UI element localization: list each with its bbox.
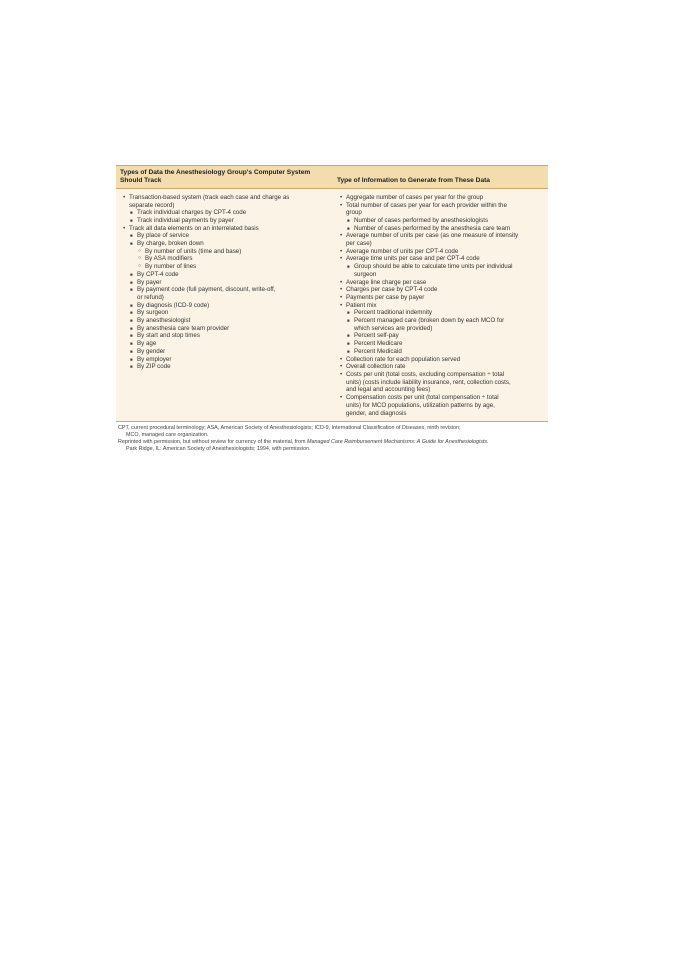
left-list-item	[120, 232, 333, 240]
left-list-item	[120, 332, 333, 340]
left-item-text: By surgeon	[137, 309, 169, 317]
right-item-text: units) (costs include liability insurance, rent, collection costs,	[345, 378, 511, 386]
left-item-text: Track individual payments by payer	[137, 216, 234, 224]
bullet-icon: •	[339, 193, 343, 201]
right-item-text: Average number of units per CPT-4 code	[345, 247, 459, 255]
table-footnotes	[116, 425, 548, 453]
right-list-item	[337, 363, 544, 371]
header-right: Type of Information to Generate from These Data	[336, 177, 490, 185]
left-item-text: By start and stop times	[137, 332, 200, 340]
square-bullet-icon: ■	[130, 241, 133, 247]
right-item-text: Percent Medicare	[353, 340, 403, 348]
square-bullet-icon: ■	[130, 279, 133, 285]
left-item-text: By number of units (time and base)	[145, 247, 242, 255]
square-bullet-icon: ■	[346, 217, 350, 223]
left-item-text: By ASA modifiers	[145, 255, 193, 263]
right-list-item	[337, 255, 544, 263]
square-bullet-icon: ■	[130, 348, 133, 354]
bullet-icon: •	[339, 301, 343, 309]
left-list-item	[120, 363, 333, 371]
square-bullet-icon: ■	[130, 310, 133, 316]
left-list	[120, 194, 333, 371]
square-bullet-icon: ■	[346, 348, 350, 354]
right-list-item	[337, 348, 544, 356]
left-item-text: By CPT-4 code	[137, 270, 179, 278]
left-item-text: By age	[137, 340, 157, 348]
right-item-text: Compensation costs per unit (total compensation ÷ total	[345, 394, 499, 402]
right-item-text: and legal and accounting fees)	[345, 386, 431, 394]
right-item-text: which services are provided)	[353, 324, 433, 332]
left-list-item	[120, 302, 333, 310]
right-item-text: Charges per case by CPT-4 code	[345, 286, 438, 294]
right-list-item	[337, 202, 544, 210]
bullet-icon: •	[339, 363, 343, 371]
bullet-icon: •	[123, 224, 126, 232]
left-list-item	[120, 194, 333, 202]
square-bullet-icon: ■	[130, 210, 133, 216]
right-list-item	[337, 225, 544, 233]
right-item-text: Average number of units per case (as one measure of intensity	[345, 232, 519, 240]
left-item-text: By charge, broken down	[137, 240, 204, 248]
bullet-icon: •	[339, 201, 343, 209]
square-bullet-icon: ■	[346, 318, 350, 324]
square-bullet-icon: ■	[130, 325, 133, 331]
header-left-line1: Types of Data the Anesthesiology Group's Computer System	[120, 169, 311, 176]
right-list-item	[337, 340, 544, 348]
right-item-text: Payments per case by payer	[345, 293, 425, 301]
right-item-text: Percent self-pay	[353, 332, 399, 340]
left-column	[120, 194, 333, 417]
right-list-item	[337, 402, 544, 410]
right-item-text: Number of cases performed by anesthesiologists	[353, 216, 489, 224]
right-list-item	[337, 248, 544, 256]
right-item-text: Percent Medicaid	[353, 347, 402, 355]
square-bullet-icon: ■	[130, 341, 133, 347]
square-bullet-icon: ■	[130, 356, 133, 362]
left-item-text: separate record)	[129, 201, 175, 209]
right-list-item	[337, 217, 544, 225]
right-list-item	[337, 209, 544, 217]
table-body	[116, 189, 548, 422]
square-bullet-icon: ■	[130, 302, 133, 308]
right-list-item	[337, 394, 544, 402]
square-bullet-icon: ■	[346, 310, 350, 316]
square-bullet-icon: ■	[130, 364, 133, 370]
header-left	[120, 169, 333, 186]
left-list-item	[120, 263, 333, 271]
right-list-item	[337, 410, 544, 418]
left-list-item	[120, 348, 333, 356]
bullet-icon: •	[123, 193, 126, 201]
header-left-line2: Should Track	[120, 177, 162, 185]
left-item-text: By payment code (full payment, discount, write-off,	[137, 286, 276, 294]
left-list-item	[120, 248, 333, 256]
left-item-text: By anesthesia care team provider	[137, 324, 230, 332]
reprint-line2: Park Ridge, IL: American Society of Anesthesiologists; 1994, with permission.	[126, 446, 311, 453]
reprint-title: Managed Care Reimbursement Mechanisms: A Guide for Anesthesiologists.	[307, 439, 489, 446]
right-item-text: gender, and diagnosis	[345, 409, 407, 417]
bullet-icon: •	[339, 370, 343, 378]
right-list-item	[337, 325, 544, 333]
right-column	[333, 194, 544, 417]
bullet-icon: •	[339, 394, 343, 402]
left-list-item	[120, 317, 333, 325]
left-item-text: Transaction-based system (track each case and charge as	[129, 193, 290, 201]
right-item-text: Patient mix	[345, 301, 377, 309]
square-bullet-icon: ■	[130, 333, 133, 339]
right-item-text: Percent managed care (broken down by each MCO for	[353, 317, 505, 325]
left-list-item	[120, 240, 333, 248]
right-list-item	[337, 286, 544, 294]
right-item-text: Aggregate number of cases per year for the group	[345, 193, 484, 201]
left-list-item	[120, 340, 333, 348]
right-list-item	[337, 232, 544, 240]
right-list-item	[337, 294, 544, 302]
right-item-text: Group should be able to calculate time units per individual	[353, 263, 513, 271]
right-list-item	[337, 302, 544, 310]
right-list-item	[337, 356, 544, 364]
right-list-item	[337, 194, 544, 202]
left-list-item	[120, 271, 333, 279]
circle-bullet-icon: ○	[138, 263, 142, 270]
left-item-text: By anesthesiologist	[137, 317, 191, 325]
right-item-text: Average line charge per case	[345, 278, 427, 286]
left-item-text: By ZIP code	[137, 363, 171, 371]
left-list-item	[120, 294, 333, 302]
left-item-text: By place of service	[137, 232, 189, 240]
right-item-text: Total number of cases per year for each provider within the	[345, 201, 507, 209]
reprint-prefix: Reprinted with permission, but without review for currency of the material, from	[118, 439, 308, 446]
left-list-item	[120, 309, 333, 317]
right-list-item	[337, 309, 544, 317]
right-item-text: units) for MCO populations, utilization patterns by age,	[345, 401, 495, 409]
square-bullet-icon: ■	[346, 225, 350, 231]
right-list-item	[337, 371, 544, 379]
left-list-item	[120, 286, 333, 294]
left-list-item	[120, 279, 333, 287]
right-item-text: Overall collection rate	[345, 363, 406, 371]
left-item-text: By employer	[137, 355, 172, 363]
right-list-item	[337, 240, 544, 248]
square-bullet-icon: ■	[130, 233, 133, 239]
left-item-text: By diagnosis (ICD-9 code)	[137, 301, 210, 309]
table-header	[116, 165, 548, 189]
right-item-text: Average time units per case and per CPT-4 code	[345, 255, 480, 263]
bullet-icon: •	[339, 247, 343, 255]
bullet-icon: •	[339, 355, 343, 363]
left-list-item	[120, 356, 333, 364]
right-item-text: Percent traditional indemnity	[353, 309, 433, 317]
square-bullet-icon: ■	[130, 318, 133, 324]
bullet-icon: •	[339, 232, 343, 240]
left-item-text: By number of lines	[145, 263, 197, 271]
right-list-item	[337, 263, 544, 271]
right-item-text: Number of cases performed by the anesthesia care team	[353, 224, 511, 232]
circle-bullet-icon: ○	[138, 255, 142, 262]
square-bullet-icon: ■	[130, 271, 133, 277]
left-item-text: Track all data elements on an interrelated basis	[129, 224, 259, 232]
left-list-item	[120, 209, 333, 217]
left-list-item	[120, 225, 333, 233]
right-list-item	[337, 317, 544, 325]
abbreviations-line2: MCO, managed care organization.	[126, 432, 209, 439]
square-bullet-icon: ■	[130, 287, 133, 293]
right-item-text: Collection rate for each population served	[345, 355, 461, 363]
bullet-icon: •	[339, 278, 343, 286]
circle-bullet-icon: ○	[138, 247, 142, 254]
bullet-icon: •	[339, 255, 343, 263]
bullet-icon: •	[339, 293, 343, 301]
abbreviations-line1: CPT, current procedural terminology; ASA, American Society of Anesthesiologists; ICD-9, International Classification of Diseases, ninth revision;	[118, 425, 461, 432]
right-list-item	[337, 379, 544, 387]
reprint-notice	[118, 439, 548, 446]
data-tracking-table	[116, 165, 548, 453]
square-bullet-icon: ■	[346, 333, 350, 339]
left-item-text: or refund)	[137, 293, 164, 301]
left-list-item	[120, 325, 333, 333]
right-item-text: group	[345, 209, 362, 217]
left-list-item	[120, 202, 333, 210]
square-bullet-icon: ■	[130, 217, 133, 223]
right-list-item	[337, 279, 544, 287]
left-item-text: By gender	[137, 347, 166, 355]
bullet-icon: •	[339, 286, 343, 294]
left-item-text: By payer	[137, 278, 162, 286]
left-list-item	[120, 217, 333, 225]
right-item-text: surgeon	[353, 270, 377, 278]
square-bullet-icon: ■	[346, 341, 350, 347]
right-list-item	[337, 386, 544, 394]
right-list-item	[337, 271, 544, 279]
right-list	[337, 194, 544, 417]
right-item-text: per case)	[345, 240, 372, 248]
left-list-item	[120, 255, 333, 263]
right-item-text: Costs per unit (total costs, excluding compensation ÷ total	[345, 370, 505, 378]
left-item-text: Track individual charges by CPT-4 code	[137, 209, 247, 217]
square-bullet-icon: ■	[346, 264, 350, 270]
right-list-item	[337, 332, 544, 340]
